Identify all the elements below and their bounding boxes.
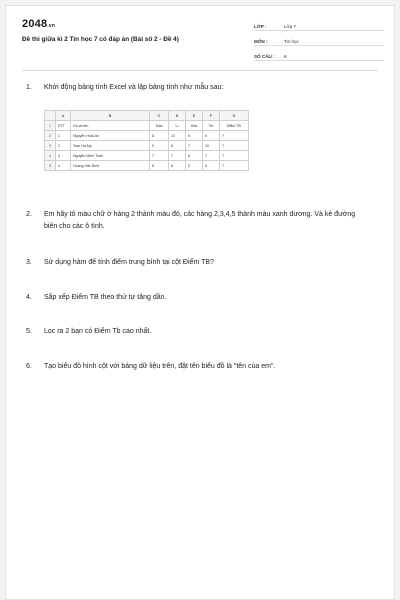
table-cell: 6: [150, 161, 169, 171]
table-cell: Hóa: [186, 121, 203, 131]
meta-label: LỚP :: [254, 24, 267, 29]
table-cell: 7: [186, 141, 203, 151]
question-number: 1.: [26, 84, 32, 91]
exam-sheet: [5, 5, 395, 600]
column-header: E: [186, 111, 203, 121]
meta-row-count: [254, 48, 384, 61]
question-number: 3.: [26, 259, 32, 266]
question-text: Em hãy tô màu chữ ở hàng 2 thành màu đỏ, các hàng 2,3,4,5 thành màu xanh dương. Và kẻ đường biên cho các ô tính.: [44, 211, 356, 230]
table-cell: ?: [220, 161, 249, 171]
table-cell: 8: [169, 161, 186, 171]
meta-value: 6: [284, 54, 287, 59]
meta-row-class: [254, 18, 384, 31]
column-header-row: [45, 111, 249, 121]
table-row: [45, 131, 249, 141]
question-5: [22, 326, 362, 338]
row-header: 4: [45, 151, 56, 161]
row-header: 2: [45, 131, 56, 141]
site-logo[interactable]: [22, 18, 55, 30]
table-row: [45, 151, 249, 161]
table-cell: 8: [203, 161, 220, 171]
table-cell: 7: [150, 151, 169, 161]
question-number: 2.: [26, 211, 32, 218]
table-cell: 8: [169, 141, 186, 151]
exam-title: Đề thi giữa kì 2 Tin học 7 có đáp án (Bài số 2 - Đề 4): [22, 36, 179, 43]
question-text: Sử dụng hàm để tính điểm trung bình tại cột Điểm TB?: [44, 259, 214, 266]
question-number: 5.: [26, 328, 32, 335]
meta-value: Tin học: [284, 39, 299, 44]
table-cell: 9: [186, 161, 203, 171]
meta-row-subject: [254, 33, 384, 46]
column-header: G: [220, 111, 249, 121]
table-cell: STT: [56, 121, 71, 131]
exam-meta: [254, 18, 384, 63]
question-number: 4.: [26, 294, 32, 301]
logo-text: 2048: [22, 18, 48, 30]
question-text: Tạo biểu đồ hình cột với bảng dữ liệu trên, đặt tên biểu đồ là "tên của em".: [44, 363, 276, 370]
row-header: 3: [45, 141, 56, 151]
table-cell: Trần Hà My: [71, 141, 150, 151]
table-cell: 7: [203, 151, 220, 161]
question-text: Sắp xếp Điểm TB theo thứ tự tăng dần.: [44, 294, 167, 301]
table-row: [45, 121, 249, 131]
question-3: [22, 257, 362, 269]
question-text: Khởi động bảng tính Excel và lập bảng tính như mẫu sau:: [44, 84, 224, 91]
question-number: 6.: [26, 363, 32, 370]
table-cell: 6: [186, 151, 203, 161]
table-cell: Lí: [169, 121, 186, 131]
table-cell: 8: [150, 131, 169, 141]
column-header: C: [150, 111, 169, 121]
table-cell: Họ và tên: [71, 121, 150, 131]
table-cell: ?: [220, 141, 249, 151]
table-cell: ?: [220, 131, 249, 141]
table-cell: 9: [203, 131, 220, 141]
header-divider: [22, 70, 378, 71]
question-text: Lọc ra 2 bạn có Điểm Tb cao nhất.: [44, 328, 152, 335]
table-row: [45, 141, 249, 151]
table-cell: 3: [56, 151, 71, 161]
column-header: B: [71, 111, 150, 121]
question-1: [22, 82, 362, 94]
table-cell: 9: [150, 141, 169, 151]
column-header: A: [56, 111, 71, 121]
table-cell: ?: [220, 151, 249, 161]
table-cell: 9: [186, 131, 203, 141]
logo-tld: .vn: [47, 23, 56, 29]
table-cell: 2: [56, 141, 71, 151]
table-cell: Nguyễn Minh Tuấn: [71, 151, 150, 161]
table-cell: Điểm TB: [220, 121, 249, 131]
meta-label: MÔN :: [254, 39, 268, 44]
table-cell: Tin: [203, 121, 220, 131]
question-6: [22, 361, 362, 373]
spreadsheet-table: [44, 110, 249, 171]
table-cell: Hoàng Văn Bình: [71, 161, 150, 171]
meta-label: SỐ CÂU :: [254, 54, 275, 59]
column-header: F: [203, 111, 220, 121]
corner-cell: [45, 111, 56, 121]
table-cell: 10: [169, 131, 186, 141]
question-2: [22, 209, 362, 235]
table-cell: 10: [203, 141, 220, 151]
question-4: [22, 292, 362, 304]
table-cell: 7: [169, 151, 186, 161]
row-header: 5: [45, 161, 56, 171]
table-cell: Toán: [150, 121, 169, 131]
meta-value: Lớp 7: [284, 24, 296, 29]
table-cell: Nguyễn Hoài An: [71, 131, 150, 141]
table-cell: 1: [56, 131, 71, 141]
table-cell: 4: [56, 161, 71, 171]
table-row: [45, 161, 249, 171]
column-header: D: [169, 111, 186, 121]
row-header: 1: [45, 121, 56, 131]
